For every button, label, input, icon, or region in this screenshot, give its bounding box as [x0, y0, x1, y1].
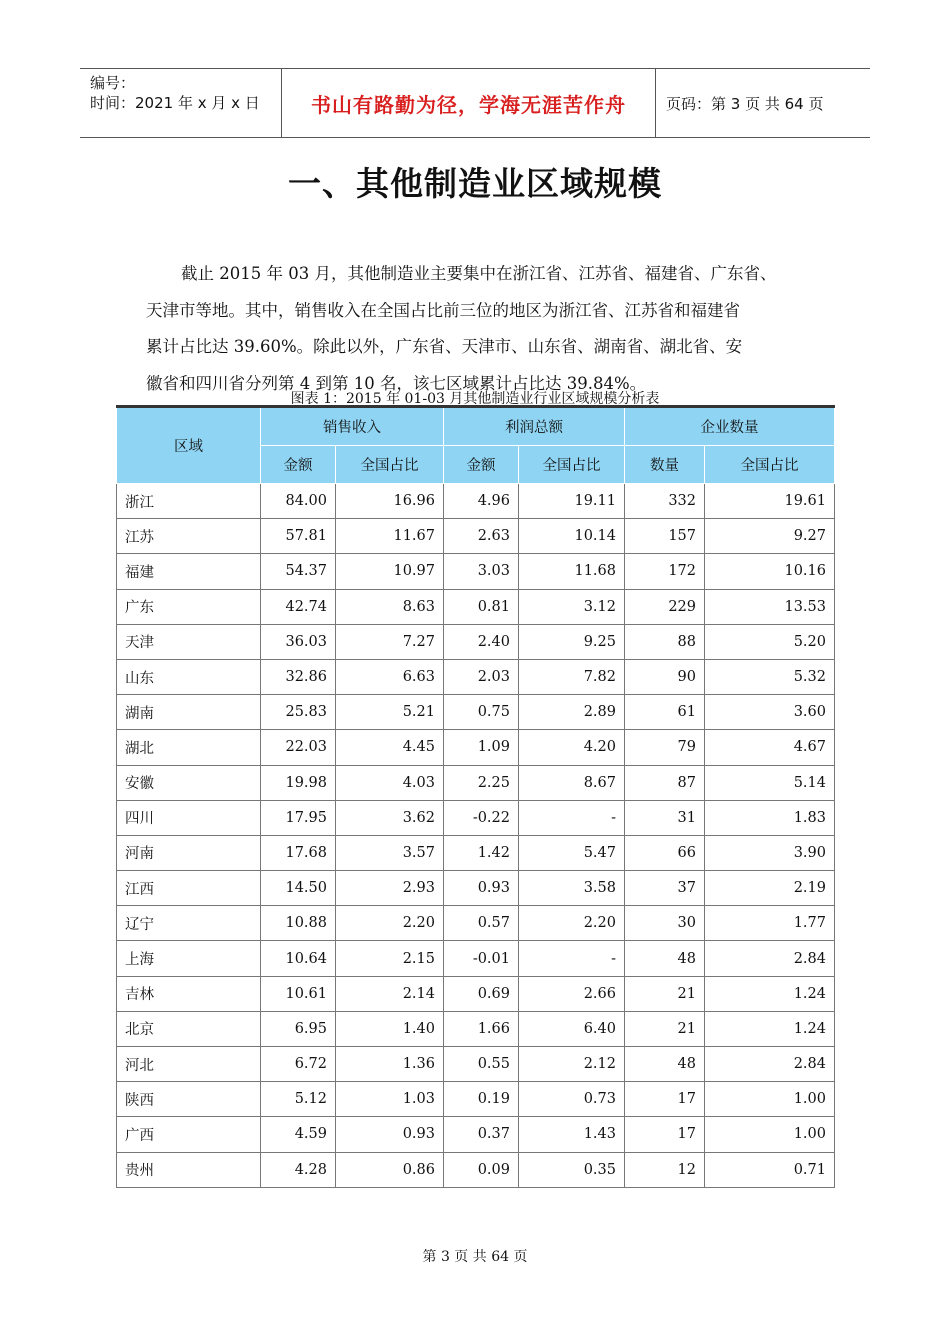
group-header-row: [117, 407, 835, 446]
table-row: [117, 519, 835, 554]
value-cell: 1.24: [705, 1011, 835, 1046]
value-cell: 10.88: [261, 906, 336, 941]
value-cell: 0.93: [336, 1117, 444, 1152]
table-row: [117, 1152, 835, 1187]
table-row: [117, 484, 835, 519]
value-cell: 2.15: [336, 941, 444, 976]
value-cell: 88: [625, 624, 705, 659]
value-cell: 3.58: [519, 871, 625, 906]
value-cell: 1.43: [519, 1117, 625, 1152]
header-motto: 书山有路勤为径，学海无涯苦作舟: [282, 69, 656, 137]
value-cell: 87: [625, 765, 705, 800]
table-row: [117, 906, 835, 941]
value-cell: 1.09: [444, 730, 519, 765]
table-row: [117, 730, 835, 765]
value-cell: 6.40: [519, 1011, 625, 1046]
value-cell: 19.11: [519, 484, 625, 519]
region-cell: 北京: [117, 1011, 261, 1046]
value-cell: 6.95: [261, 1011, 336, 1046]
region-cell: 四川: [117, 800, 261, 835]
value-cell: 1.00: [705, 1082, 835, 1117]
value-cell: 84.00: [261, 484, 336, 519]
profit-header: 利润总额: [444, 407, 625, 446]
header-meta: [80, 69, 282, 137]
value-cell: 4.20: [519, 730, 625, 765]
value-cell: 2.40: [444, 624, 519, 659]
table-row: [117, 695, 835, 730]
value-cell: -0.01: [444, 941, 519, 976]
value-cell: 1.66: [444, 1011, 519, 1046]
value-cell: 36.03: [261, 624, 336, 659]
intro-paragraph: [146, 256, 822, 402]
value-cell: 157: [625, 519, 705, 554]
value-cell: 48: [625, 1047, 705, 1082]
value-cell: 19.98: [261, 765, 336, 800]
value-cell: 2.89: [519, 695, 625, 730]
sub-header: 数量: [625, 446, 705, 484]
value-cell: 3.03: [444, 554, 519, 589]
value-cell: 37: [625, 871, 705, 906]
value-cell: 2.12: [519, 1047, 625, 1082]
value-cell: 5.14: [705, 765, 835, 800]
value-cell: 9.25: [519, 624, 625, 659]
value-cell: 1.24: [705, 976, 835, 1011]
value-cell: 32.86: [261, 659, 336, 694]
paragraph-line: 累计占比达 39.60%。除此以外，广东省、天津市、山东省、湖南省、湖北省、安: [146, 337, 743, 356]
value-cell: 6.63: [336, 659, 444, 694]
table-body: [117, 484, 835, 1188]
value-cell: 8.63: [336, 589, 444, 624]
value-cell: 57.81: [261, 519, 336, 554]
value-cell: 4.59: [261, 1117, 336, 1152]
value-cell: 1.00: [705, 1117, 835, 1152]
paragraph-line: 徽省和四川省分列第 4 到第 10 名，该七区域累计占比达 39.84%。: [146, 373, 647, 393]
region-cell: 河北: [117, 1047, 261, 1082]
value-cell: 1.77: [705, 906, 835, 941]
sub-header: 全国占比: [519, 446, 625, 484]
value-cell: 3.60: [705, 695, 835, 730]
table-row: [117, 1082, 835, 1117]
table-row: [117, 976, 835, 1011]
value-cell: 4.96: [444, 484, 519, 519]
value-cell: 10.64: [261, 941, 336, 976]
value-cell: 22.03: [261, 730, 336, 765]
value-cell: 0.57: [444, 906, 519, 941]
value-cell: 1.42: [444, 835, 519, 870]
date-label: 时间：2021 年 x 月 x 日: [90, 94, 260, 112]
value-cell: 79: [625, 730, 705, 765]
value-cell: 8.67: [519, 765, 625, 800]
value-cell: 2.84: [705, 941, 835, 976]
value-cell: 2.03: [444, 659, 519, 694]
sales-header: 销售收入: [261, 407, 444, 446]
region-cell: 贵州: [117, 1152, 261, 1187]
value-cell: 25.83: [261, 695, 336, 730]
table-row: [117, 871, 835, 906]
sub-header: 金额: [444, 446, 519, 484]
value-cell: 2.20: [336, 906, 444, 941]
firms-header: 企业数量: [625, 407, 835, 446]
region-cell: 辽宁: [117, 906, 261, 941]
value-cell: 4.45: [336, 730, 444, 765]
value-cell: 0.81: [444, 589, 519, 624]
value-cell: 17.68: [261, 835, 336, 870]
value-cell: 4.28: [261, 1152, 336, 1187]
table-row: [117, 1117, 835, 1152]
value-cell: 7.27: [336, 624, 444, 659]
value-cell: 61: [625, 695, 705, 730]
value-cell: 66: [625, 835, 705, 870]
region-scale-table: [116, 405, 835, 1188]
value-cell: 1.83: [705, 800, 835, 835]
page-footer: 第 3 页 共 64 页: [422, 1249, 528, 1265]
region-cell: 江西: [117, 871, 261, 906]
value-cell: 0.09: [444, 1152, 519, 1187]
code-label: 编号：: [90, 74, 136, 92]
value-cell: 2.84: [705, 1047, 835, 1082]
value-cell: 10.16: [705, 554, 835, 589]
value-cell: 0.37: [444, 1117, 519, 1152]
value-cell: 6.72: [261, 1047, 336, 1082]
value-cell: 3.57: [336, 835, 444, 870]
value-cell: 9.27: [705, 519, 835, 554]
value-cell: 5.12: [261, 1082, 336, 1117]
table-caption: 图表 1：2015 年 01-03 月其他制造业行业区域规模分析表: [290, 391, 660, 407]
value-cell: 90: [625, 659, 705, 694]
table-row: [117, 765, 835, 800]
value-cell: -0.22: [444, 800, 519, 835]
value-cell: 0.75: [444, 695, 519, 730]
value-cell: 54.37: [261, 554, 336, 589]
paragraph-line: 天津市等地。其中，销售收入在全国占比前三位的地区为浙江省、江苏省和福建省: [146, 300, 740, 320]
value-cell: 1.03: [336, 1082, 444, 1117]
value-cell: -: [519, 941, 625, 976]
value-cell: 10.97: [336, 554, 444, 589]
value-cell: 2.25: [444, 765, 519, 800]
sub-header: 全国占比: [336, 446, 444, 484]
value-cell: 2.63: [444, 519, 519, 554]
value-cell: 7.82: [519, 659, 625, 694]
table-row: [117, 1011, 835, 1046]
value-cell: 5.47: [519, 835, 625, 870]
paragraph-line: 截止 2015 年 03 月，其他制造业主要集中在浙江省、江苏省、福建省、广东省、: [181, 264, 777, 283]
region-cell: 福建: [117, 554, 261, 589]
value-cell: 0.86: [336, 1152, 444, 1187]
table-row: [117, 1047, 835, 1082]
region-cell: 陕西: [117, 1082, 261, 1117]
value-cell: 0.93: [444, 871, 519, 906]
region-cell: 河南: [117, 835, 261, 870]
value-cell: 0.69: [444, 976, 519, 1011]
value-cell: 2.20: [519, 906, 625, 941]
value-cell: 0.19: [444, 1082, 519, 1117]
value-cell: 17: [625, 1082, 705, 1117]
region-cell: 天津: [117, 624, 261, 659]
section-title: 一、其他制造业区域规模: [288, 164, 662, 203]
table-row: [117, 589, 835, 624]
value-cell: 2.14: [336, 976, 444, 1011]
value-cell: 13.53: [705, 589, 835, 624]
value-cell: 30: [625, 906, 705, 941]
value-cell: 11.67: [336, 519, 444, 554]
value-cell: 0.35: [519, 1152, 625, 1187]
value-cell: 0.71: [705, 1152, 835, 1187]
header-page-label: 页码：第 3 页 共 64 页: [666, 94, 824, 113]
value-cell: 17: [625, 1117, 705, 1152]
value-cell: 48: [625, 941, 705, 976]
value-cell: 5.20: [705, 624, 835, 659]
value-cell: 16.96: [336, 484, 444, 519]
value-cell: 31: [625, 800, 705, 835]
value-cell: 10.61: [261, 976, 336, 1011]
region-cell: 浙江: [117, 484, 261, 519]
sub-header: 金额: [261, 446, 336, 484]
value-cell: 3.62: [336, 800, 444, 835]
value-cell: 11.68: [519, 554, 625, 589]
value-cell: 229: [625, 589, 705, 624]
value-cell: 1.40: [336, 1011, 444, 1046]
region-cell: 江苏: [117, 519, 261, 554]
region-cell: 湖北: [117, 730, 261, 765]
value-cell: 10.14: [519, 519, 625, 554]
region-cell: 广西: [117, 1117, 261, 1152]
value-cell: 14.50: [261, 871, 336, 906]
value-cell: 172: [625, 554, 705, 589]
region-cell: 湖南: [117, 695, 261, 730]
value-cell: 4.03: [336, 765, 444, 800]
region-header: 区域: [117, 407, 261, 484]
value-cell: 21: [625, 976, 705, 1011]
value-cell: 2.66: [519, 976, 625, 1011]
value-cell: 42.74: [261, 589, 336, 624]
table-row: [117, 659, 835, 694]
value-cell: 1.36: [336, 1047, 444, 1082]
value-cell: 5.32: [705, 659, 835, 694]
value-cell: 4.67: [705, 730, 835, 765]
sub-header: 全国占比: [705, 446, 835, 484]
value-cell: 5.21: [336, 695, 444, 730]
table-row: [117, 835, 835, 870]
table-row: [117, 624, 835, 659]
value-cell: 2.93: [336, 871, 444, 906]
value-cell: 21: [625, 1011, 705, 1046]
page-header: [80, 68, 870, 138]
value-cell: 17.95: [261, 800, 336, 835]
value-cell: 19.61: [705, 484, 835, 519]
value-cell: -: [519, 800, 625, 835]
value-cell: 2.19: [705, 871, 835, 906]
value-cell: 12: [625, 1152, 705, 1187]
value-cell: 3.12: [519, 589, 625, 624]
region-cell: 山东: [117, 659, 261, 694]
table-row: [117, 800, 835, 835]
value-cell: 3.90: [705, 835, 835, 870]
region-cell: 广东: [117, 589, 261, 624]
table-row: [117, 941, 835, 976]
value-cell: 0.55: [444, 1047, 519, 1082]
value-cell: 332: [625, 484, 705, 519]
region-cell: 上海: [117, 941, 261, 976]
region-cell: 安徽: [117, 765, 261, 800]
value-cell: 0.73: [519, 1082, 625, 1117]
table-row: [117, 554, 835, 589]
region-cell: 吉林: [117, 976, 261, 1011]
